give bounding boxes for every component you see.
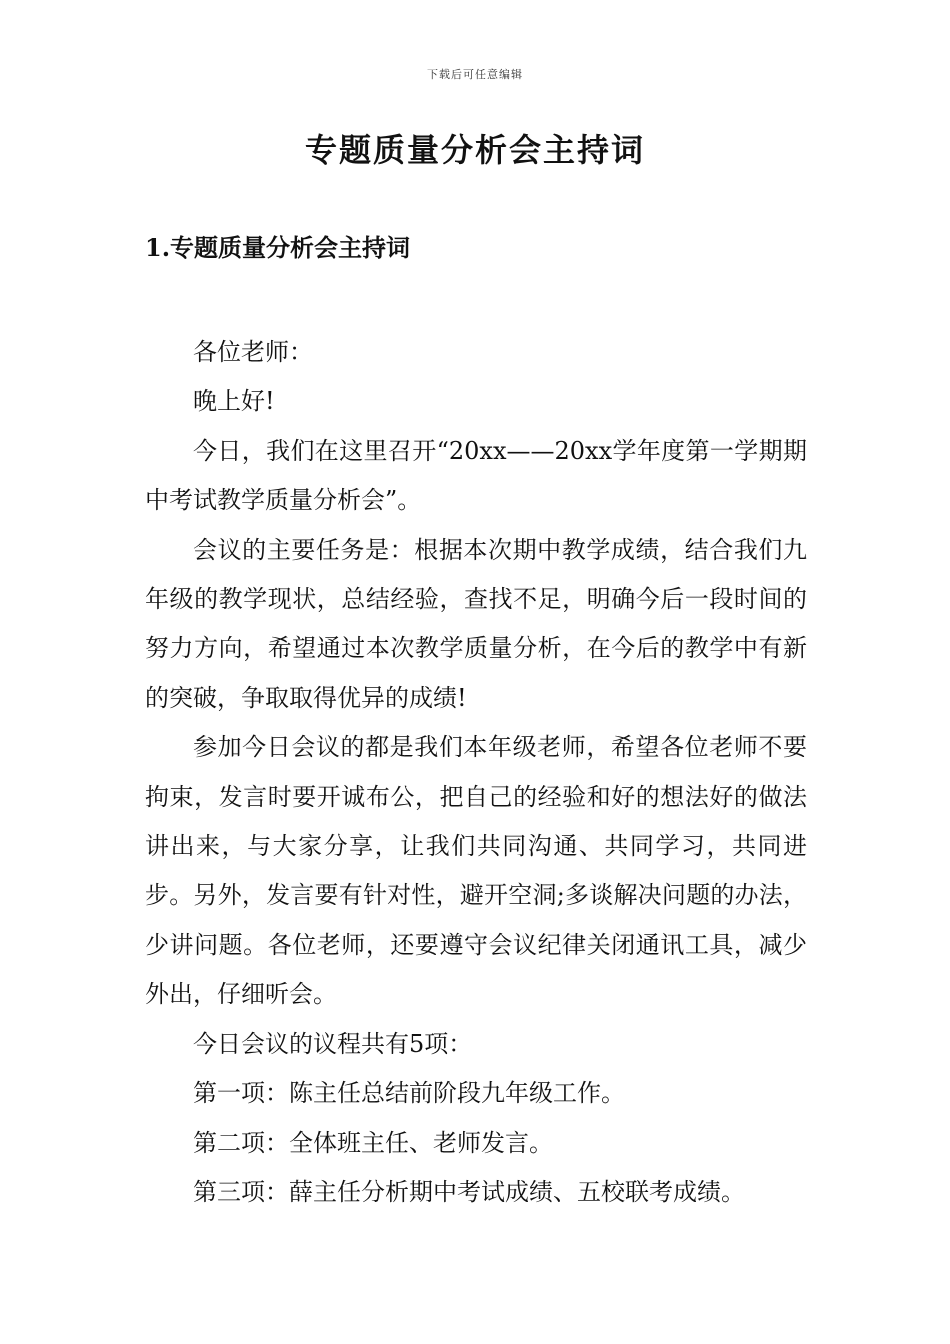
agenda-item-1: 第一项：陈主任总结前阶段九年级工作。 — [193, 1079, 625, 1108]
paragraph-opening: 今日，我们在这里召开“20xx——20xx学年度第一学期期中考试教学质量分析会”。 — [145, 436, 807, 515]
paragraph-greeting: 晚上好! — [193, 387, 275, 416]
paragraph-salutation: 各位老师： — [193, 338, 313, 366]
header-note: 下载后可任意编辑 — [427, 68, 523, 81]
paragraph-main-task: 会议的主要任务是：根据本次期中教学成绩，结合我们九年级的教学现状，总结经验，查找不足，明确今后一段时间的努力方向，希望通过本次教学质量分析，在今后的教学中有新的突破，争取取得优异的成绩! — [145, 535, 807, 712]
document-title: 专题质量分析会主持词 — [304, 131, 645, 169]
document-body — [145, 328, 807, 1217]
paragraph-participants: 参加今日会议的都是我们本年级老师，希望各位老师不要拘束，发言时要开诚布公，把自己的经验和好的想法好的做法讲出来，与大家分享，让我们共同沟通、共同学习，共同进步。另外，发言要有针对性，避开空洞;多谈解决问题的办法，少讲问题。各位老师，还要遵守会议纪律关闭通讯工具，减少外出，仔细听会。 — [145, 733, 807, 1009]
section-heading: 1.专题质量分析会主持词 — [145, 233, 411, 262]
agenda-item-2: 第二项：全体班主任、老师发言。 — [193, 1128, 553, 1157]
paragraph-agenda-intro: 今日会议的议程共有5项： — [193, 1029, 473, 1058]
agenda-item-3: 第三项：薛主任分析期中考试成绩、五校联考成绩。 — [193, 1177, 745, 1206]
